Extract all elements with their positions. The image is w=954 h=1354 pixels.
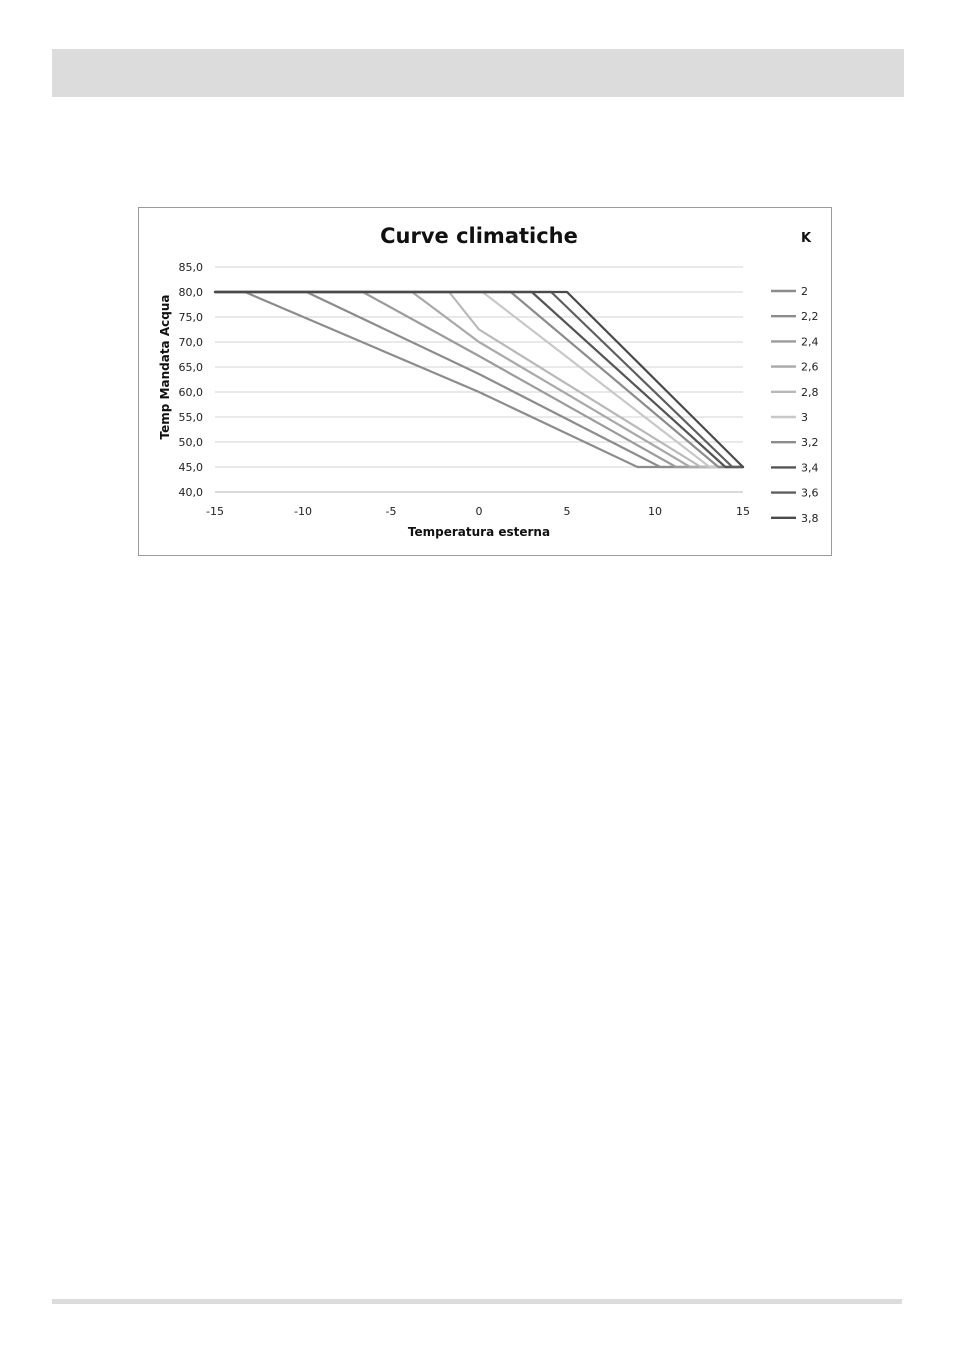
series-line-4 <box>215 292 743 467</box>
y-tick-label: 65,0 <box>178 361 203 374</box>
y-tick-label: 45,0 <box>178 461 203 474</box>
y-tick-labels <box>179 261 204 499</box>
legend-label: 2,4 <box>801 335 819 349</box>
x-tick-label: 5 <box>563 505 571 518</box>
series-line-6 <box>215 292 743 467</box>
y-tick-label: 55,0 <box>178 411 203 424</box>
legend-label: 2 <box>801 285 808 298</box>
y-axis-label: Temp Mandata Acqua <box>158 294 172 440</box>
x-tick-label: -15 <box>206 505 224 518</box>
legend-label: 2,6 <box>801 360 819 374</box>
x-tick-label: 15 <box>736 505 750 518</box>
series-line-9 <box>215 292 743 467</box>
y-tick-label: 60,0 <box>178 386 203 399</box>
y-tick-label: 85,0 <box>178 261 203 274</box>
x-tick-label: 10 <box>648 505 662 518</box>
series-line-8 <box>215 292 743 467</box>
y-tick-label: 40,0 <box>178 486 203 499</box>
y-tick-label: 75,0 <box>178 311 203 324</box>
series-line-1 <box>215 292 743 467</box>
legend <box>771 285 819 525</box>
x-tick-label: -10 <box>294 505 312 518</box>
grid-lines <box>215 267 743 492</box>
x-tick-label: 0 <box>475 505 483 518</box>
legend-label: 3,4 <box>801 461 819 475</box>
series-lines <box>215 292 743 467</box>
chart-title: Curve climatiche <box>380 224 578 248</box>
y-tick-label: 70,0 <box>178 336 203 349</box>
legend-label: 3,6 <box>801 486 819 500</box>
chart-svg <box>139 208 833 557</box>
series-line-10 <box>215 292 743 467</box>
x-tick-label: -5 <box>385 505 397 518</box>
series-line-2 <box>215 292 743 467</box>
header-band <box>52 49 904 97</box>
legend-title: K <box>800 231 812 246</box>
legend-label: 2,8 <box>801 385 819 399</box>
legend-label: 3,2 <box>801 436 819 450</box>
y-tick-label: 50,0 <box>178 436 203 449</box>
x-axis-label: Temperatura esterna <box>407 525 551 539</box>
legend-label: 3,8 <box>801 511 819 525</box>
series-line-5 <box>215 292 743 467</box>
footer-rule <box>52 1299 902 1304</box>
legend-label: 3 <box>801 411 808 424</box>
series-line-7 <box>215 292 743 467</box>
x-tick-labels <box>206 505 750 518</box>
legend-label: 2,2 <box>801 310 819 324</box>
series-line-3 <box>215 292 743 467</box>
chart-frame <box>138 207 832 556</box>
y-tick-label: 80,0 <box>178 286 203 299</box>
